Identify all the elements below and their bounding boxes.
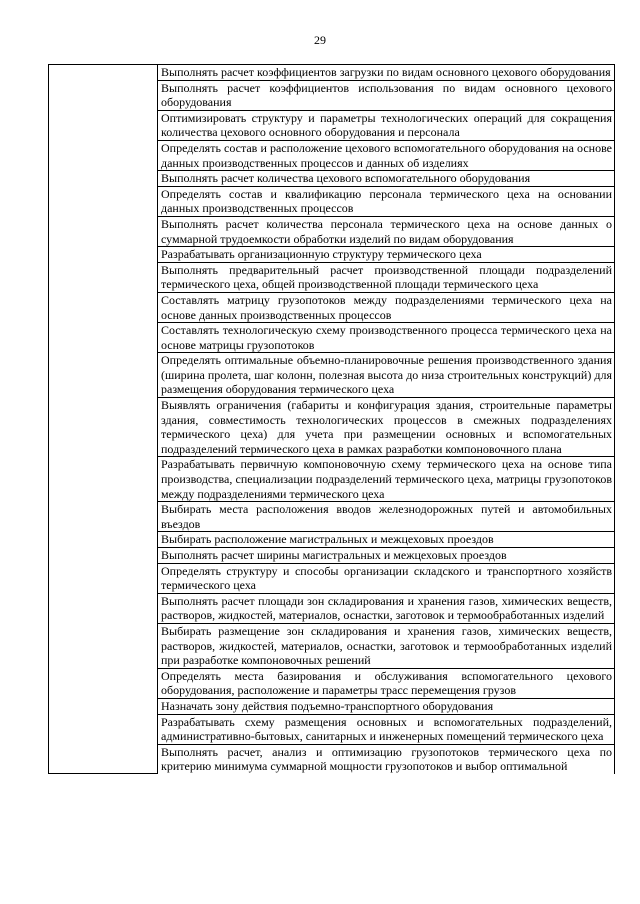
task-cell: Разрабатывать первичную компоновочную схему термического цеха на основе типа производства, специализации подразделений термического цеха, матрицы грузопотоков между подразделениями термического цеха [158,457,615,502]
task-cell: Выбирать места расположения вводов железнодорожных путей и автомобильных въездов [158,502,615,532]
task-cell: Составлять матрицу грузопотоков между подразделениями термического цеха на основе данных производственных процессов [158,292,615,322]
page-number: 29 [314,33,326,47]
task-cell: Определять оптимальные объемно-планировочные решения производственного здания (ширина пролета, шаг колонн, полезная высота до низа строительных конструкций) для размещения оборудования термического цеха [158,353,615,398]
task-cell: Выполнять расчет, анализ и оптимизацию грузопотоков термического цеха по критерию минимума суммарной мощности грузопотоков и выбор оптимальной [158,744,615,774]
task-cell: Оптимизировать структуру и параметры технологических операций для сокращения количества цехового основного оборудования и персонала [158,110,615,140]
empty-label-cell [49,65,158,774]
table-body [49,65,615,774]
labor-functions-table [48,64,615,774]
task-cell: Выбирать размещение зон складирования и хранения газов, химических веществ, растворов, жидкостей, материалов, оснастки, заготовок и термообработанных изделий при разработке компоновочных решений [158,623,615,668]
task-cell: Выполнять расчет количества цехового вспомогательного оборудования [158,171,615,187]
task-cell: Составлять технологическую схему производственного процесса термического цеха на основе матрицы грузопотоков [158,323,615,353]
task-cell: Назначать зону действия подъемно-транспортного оборудования [158,698,615,714]
task-cell: Выполнять расчет коэффициентов загрузки по видам основного цехового оборудования [158,65,615,81]
task-cell: Определять состав и квалификацию персонала термического цеха на основании данных производственных процессов [158,186,615,216]
task-cell: Выбирать расположение магистральных и межцеховых проездов [158,532,615,548]
task-cell: Определять состав и расположение цехового вспомогательного оборудования на основе данных производственных процессов и данных об изделиях [158,140,615,170]
task-cell: Выполнять расчет количества персонала термического цеха на основе данных о суммарной трудоемкости обработки изделий по видам оборудования [158,216,615,246]
task-cell: Определять места базирования и обслуживания вспомогательного цехового оборудования, расположение и параметры трасс перемещения грузов [158,668,615,698]
table-row [49,65,615,81]
task-cell: Выполнять расчет ширины магистральных и межцеховых проездов [158,548,615,564]
task-cell: Выполнять расчет площади зон складирования и хранения газов, химических веществ, растворов, жидкостей, материалов, оснастки, заготовок и термообработанных изделий [158,593,615,623]
task-cell: Выявлять ограничения (габариты и конфигурация здания, строительные параметры здания, совместимость технологических процессов в смежных подразделениях термического цеха) для учета при размещении основных и вспомогательных подразделений термического цеха в рамках разработки компоновочного плана [158,398,615,457]
task-cell: Разрабатывать организационную структуру термического цеха [158,247,615,263]
task-cell: Разрабатывать схему размещения основных и вспомогательных подразделений, административно-бытовых, санитарных и инженерных помещений термического цеха [158,714,615,744]
task-cell: Определять структуру и способы организации складского и транспортного хозяйств термического цеха [158,563,615,593]
task-cell: Выполнять предварительный расчет производственной площади подразделений термического цеха, общей производственной площади термического цеха [158,262,615,292]
task-cell: Выполнять расчет коэффициентов использования по видам основного цехового оборудования [158,80,615,110]
